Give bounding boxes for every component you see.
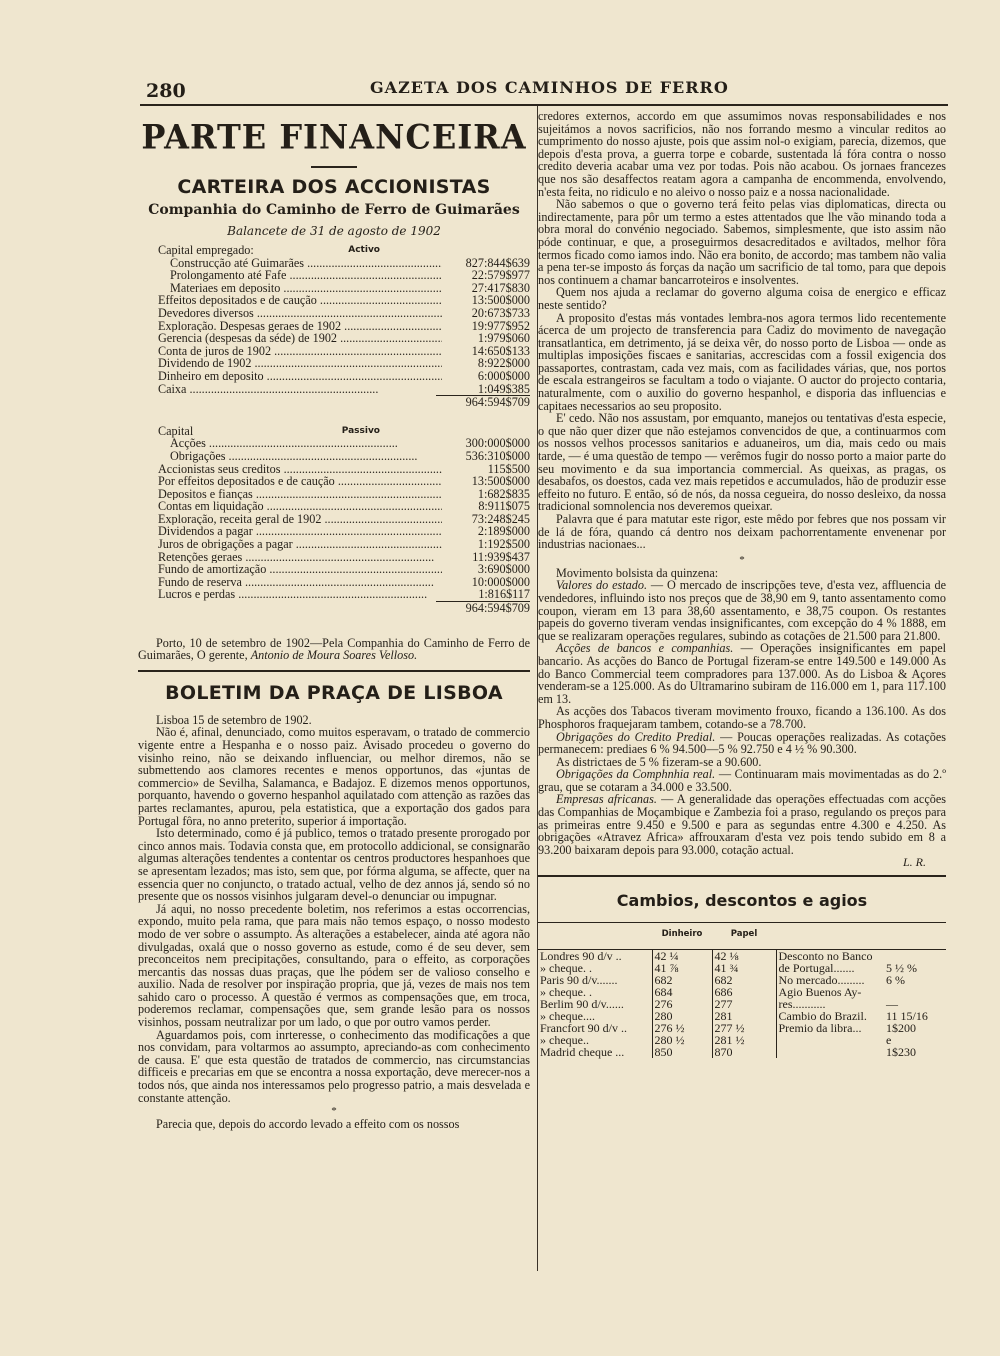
cambio-papel: 277 ½ bbox=[712, 1022, 776, 1034]
passivo-label: Por effeitos depositados e de caução ..... bbox=[158, 475, 442, 488]
right-paragraph: Quem nos ajuda a reclamar do governo alguma coisa de energico e efficaz neste sentido? bbox=[538, 285, 946, 312]
activo-label: Caixa ..... bbox=[158, 383, 442, 396]
cambio-label: Francfort 90 d/v .. bbox=[540, 1021, 627, 1036]
cambio-label: » cheque.... bbox=[540, 1009, 595, 1024]
passivo-row bbox=[138, 551, 530, 564]
activo-label: Devedores diversos ..... bbox=[158, 307, 442, 320]
cambio-papel: 281 ½ bbox=[712, 1034, 776, 1046]
bolsa-paragraph-text: — Poucas operações realizadas. As cotações permanecem: prediaes 6 % 94.500—5 % 92.750 e 4 ½ % 90.300. bbox=[538, 729, 946, 757]
cambios-row bbox=[538, 998, 946, 1010]
boletim-paragraph: Não é, afinal, denunciado, como muitos esperavam, o tratado de commercio vigente entre a Hespanha e o nosso paiz. Avisado procedeu o governo do visinho reino, não se deixando influenciar, ou melhor diremos, não se submettendo aos clamores recentes e menos opportunos, das «juntas de commercio» de Sevilha, Salamanca, e Badajoz. E dizemos menos opportunos, porquanto, havendo o governo hespanhol aquilatado com attenção as razões das partes reclamantes, apurou, pela estatistica, que a exportação dos gados para Portugal fôra, no anno preterito, superior á importação. bbox=[138, 725, 530, 828]
activo-label: Construcção até Guimarães ..... bbox=[170, 257, 442, 270]
desconto-value: e bbox=[886, 1033, 892, 1048]
bolsa-paragraph-text: As acções dos Tabacos tiveram movimento frouxo, ficando a 136.100. As dos Phosphoros fraquejaram tambem, cotando-se a 78.700. bbox=[538, 704, 946, 731]
activo-row bbox=[138, 383, 530, 396]
left-column bbox=[138, 110, 530, 1131]
desconto-label bbox=[776, 1046, 884, 1058]
passivo-value: 115$500 bbox=[487, 461, 530, 476]
right-column bbox=[538, 110, 946, 1058]
passivo-row bbox=[138, 538, 530, 551]
activo-total: 964:594$709 bbox=[436, 395, 530, 409]
activo-value: 22:579$977 bbox=[471, 268, 530, 283]
bolsa-paragraph-heading: Empresas africanas. bbox=[556, 792, 657, 807]
desconto-value: 5 ½ % bbox=[886, 961, 917, 976]
passivo-label: Obrigações ..... bbox=[170, 450, 442, 463]
balance-sheet bbox=[138, 244, 530, 615]
desconto-value: 1$230 bbox=[886, 1045, 916, 1060]
cambio-dinheiro: 276 bbox=[652, 998, 712, 1010]
passivo-label: Juros de obrigações a pagar ..... bbox=[158, 538, 442, 551]
right-paragraph: credores externos, accordo em que assumimos novas responsabilidades e nos sujeitámos a novos sacrificios, não nos forrando mesmo a vincular reditos ao cumprimento do nosso ajuste, pois que assim nol-o exigiam, parecia, dizemos, que depois d'esta prova, a guerra torpe e cobarde, sustentada lá fóra contra o nosso credito deveria acabar uma vez por todas. Pois não acabou. Os jornaes francezes que nos são desaffectos reatam agora a campanha de encommenda, envolvendo, n'esta feita, no ridiculo e no aleivo o nosso paiz e a nossa nacionalidade. bbox=[538, 109, 946, 199]
passivo-label: Fundo de reserva ..... bbox=[158, 576, 442, 589]
passivo-row bbox=[138, 500, 530, 513]
cambios-table bbox=[538, 922, 946, 1058]
desconto-label: No mercado......... bbox=[776, 974, 884, 986]
cambio-label: Berlim 90 d/v...... bbox=[540, 997, 624, 1012]
right-paragraph: Palavra que é para matutar este rigor, este mêdo por febres que nos possam vir de lá de fóra, quando cá dentro nos deixam pachorrentamente envenenar por industrias nacionaes... bbox=[538, 512, 946, 552]
section-divider bbox=[538, 875, 946, 877]
passivo-value: 73:248$245 bbox=[471, 511, 530, 526]
cambio-label: » cheque. . bbox=[540, 985, 592, 1000]
page-number: 280 bbox=[146, 80, 186, 102]
bolsa-paragraph-heading: Acções de bancos e companhias. bbox=[556, 641, 734, 656]
passivo-total: 964:594$709 bbox=[436, 601, 530, 615]
boletim-paragraph: Aguardamos pois, com inrteresse, o conhecimento das modificações a que nos convidam, para voltarmos ao assumpto, apreciando-as com conhecimento de causa. E' que esta questão de tratados de commercio, nas circumstancias difficeis e precarias em que se encontra a nossa exportação, deve merecer-nos a todos nós, que ainda nos interessamos pelo progresso patrio, a mais desvelada e constante attenção. bbox=[138, 1027, 530, 1105]
passivo-value: 13:500$000 bbox=[471, 474, 530, 489]
passivo-label: Passivo bbox=[341, 425, 380, 436]
passivo-label: Exploração, receita geral de 1902 ..... bbox=[158, 513, 442, 526]
passivo-row bbox=[138, 588, 530, 601]
activo-label: Dividendo de 1902 ..... bbox=[158, 357, 442, 370]
cambio-dinheiro: 280 ½ bbox=[652, 1034, 712, 1046]
cambios-header-row bbox=[538, 923, 946, 950]
bolsa-sections bbox=[538, 579, 946, 856]
passivo-label: Fundo de amortização ..... bbox=[158, 563, 442, 576]
cambio-dinheiro: 850 bbox=[652, 1046, 712, 1058]
passivo-value: 11:939$437 bbox=[472, 549, 530, 564]
cambio-label: » cheque. . bbox=[540, 961, 592, 976]
boletim-paragraph: Já aqui, no nosso precedente boletim, nos referimos a estas occorrencias, expondo, muito pela rama, que para mais não temos espaço, o nosso modesto modo de ver sobre o assumpto. As alterações a estabelecer, ainda até agora não divulgadas, oxalá que o nosso governo as estude, como é de seu dever, sem preconceitos nem precipitações, consultando, para o effeito, as corporações mercantis das nossas duas praças, que lhe pódem ser de valioso conselho e auxilio. Nada de resolver por inspiração propria, que já, vezes de mais nos tem sahido caro o processo. A questão é vermos as compensações que, em troca, poderemos reclamar, compensações que, sem grande lesão para os nossos visinhos, possam neutralizar por um lado, o que por outro vamos perder. bbox=[138, 901, 530, 1030]
cambio-papel: 686 bbox=[712, 986, 776, 998]
passivo-value: 300:000$000 bbox=[465, 436, 530, 451]
activo-value: 14:650$133 bbox=[471, 343, 530, 358]
right-paragraph: Não sabemos o que o governo terá feito pelas vias diplomaticas, directa ou indirectamente, para pôr um termo a estes attentados que lhe vão minando toda a obra moral do convénio negociado. Sabemos, simplesmente, que isto assim não póde continuar, e que, a proseguirmos desacreditados e aviltados, melhor fôra termos ficado como iamos indo. Não era bonito, de accordo; mas tambem não valia a pena ter-se imposto ás forças da nação um sacrificio de tal tomo, para que depois nos continuem a chamar bancarroteiros e insolventes. bbox=[538, 197, 946, 287]
passivo-value: 3:690$000 bbox=[477, 562, 530, 577]
capital-empregado-label: Capital empregado: bbox=[158, 243, 254, 257]
passivo-value: 1:816$117 bbox=[478, 587, 530, 602]
desconto-value: 1$200 bbox=[886, 1021, 916, 1036]
activo-label: Prolongamento até Fafe ..... bbox=[170, 269, 442, 282]
desconto-label: de Portugal....... bbox=[776, 962, 884, 974]
empty-header bbox=[884, 923, 946, 950]
company-heading: Companhia do Caminho de Ferro de Guimarães bbox=[148, 202, 520, 218]
section-title: PARTE FINANCEIRA bbox=[141, 117, 527, 157]
activo-value: 19:977$952 bbox=[471, 318, 530, 333]
boletim-heading: BOLETIM DA PRAÇA DE LISBOA bbox=[165, 681, 503, 704]
cambios-row bbox=[538, 950, 946, 963]
activo-header bbox=[138, 244, 530, 257]
passivo-value: 1:192$500 bbox=[477, 537, 530, 552]
passivo-row bbox=[138, 450, 530, 463]
bolsa-paragraph-text: — O mercado de inscripções teve, d'esta vez, affluencia de vendedores, influindo isto nos preços que de 38,90 em 9, tanto assentamento como coupon, vieram em 13 para 38,60 assentamento, e 38,75 coupon. Os restantes papeis do governo tiveram vendas insignificantes, com excepção do 4 % 1888, em que se realizaram operações regulares, subindo as cotações de 21.500 para 21.800. bbox=[538, 578, 946, 643]
bolsa-paragraph-text: — A generalidade das operações effectuadas com acções das Companhias de Moçambique e Zambezia foi a praso, regulando os preços para as primeiras entre 9.450 e 9.500 e para as segundas entre 4.300 e 4.250. As obrigações «Atravez Africa» affrouxaram d'esta vez pois tendo subido em 8 a 93.200 baixaram depois para 93.000, cotação actual. bbox=[538, 792, 946, 857]
bolsa-paragraph bbox=[538, 705, 946, 730]
movimento-heading: Movimento bolsista da quinzena: bbox=[556, 565, 719, 580]
activo-row bbox=[138, 320, 530, 333]
activo-row bbox=[138, 345, 530, 358]
bolsa-paragraph bbox=[538, 642, 946, 705]
porto-signature: Antonio de Moura Soares Velloso. bbox=[250, 648, 418, 663]
passivo-row bbox=[138, 576, 530, 589]
bolsa-paragraph bbox=[538, 579, 946, 642]
cambio-label: Madrid cheque ... bbox=[540, 1045, 625, 1060]
activo-label: Effeitos depositados e de caução ..... bbox=[158, 294, 442, 307]
right-text bbox=[538, 110, 946, 869]
cambio-dinheiro: 41 ⅞ bbox=[652, 962, 712, 974]
cambio-dinheiro: 280 bbox=[652, 1010, 712, 1022]
bolsa-paragraph-heading: Obrigações do Credito Predial. bbox=[556, 729, 716, 744]
activo-row bbox=[138, 357, 530, 370]
desconto-label: res........... bbox=[776, 998, 884, 1010]
passivo-label: Retenções geraes ..... bbox=[158, 551, 442, 564]
activo-label: Gerencia (despesas da séde) de 1902 ..... bbox=[158, 332, 442, 345]
desconto-label: Agio Buenos Ay- bbox=[776, 986, 884, 998]
activo-row bbox=[138, 370, 530, 383]
activo-row bbox=[138, 332, 530, 345]
activo-rows bbox=[138, 257, 530, 396]
boletim-text bbox=[138, 714, 530, 1131]
right-paragraph: E' cedo. Não nos assustam, por emquanto, manejos ou tentativas d'esta especie, o que não quer dizer que não estejamos convencidos de que, a continuarmos com os nossos velhos processos sanitarios e aduaneiros, um dia, mais cedo ou mais tarde, — é uma questão de tempo — verêmos fugir do nosso porto a maior parte do seu movimento e da sua importancia commercial. As queixas, as pragas, os desabafos, os doestos, cada vez mais repetidos e accumulados, hão de produzir esse effeito no futuro. E então, só de nós, da nossa cegueira, do nosso desleixo, da nossa tradicional somnolencia nos deveremos queixar. bbox=[538, 411, 946, 514]
cambio-papel: 870 bbox=[712, 1046, 776, 1058]
bolsa-paragraph-text: — Continuaram mais movimentadas as do 2.º grau, que se cotaram a 34.000 e 33.500. bbox=[538, 767, 946, 794]
cambio-papel: 277 bbox=[712, 998, 776, 1010]
cambio-papel: 41 ¾ bbox=[712, 962, 776, 974]
passivo-label: Acções ..... bbox=[170, 437, 442, 450]
dinheiro-header: Dinheiro bbox=[652, 923, 712, 950]
cambios-row bbox=[538, 974, 946, 986]
activo-label: Materiaes em deposito ..... bbox=[170, 282, 442, 295]
passivo-label: Lucros e perdas ..... bbox=[158, 588, 442, 601]
activo-value: 827:844$639 bbox=[465, 255, 530, 270]
boletim-paragraph: Isto determinado, como é já publico, temos o tratado presente prorogado por cinco annos mais. Todavia consta que, em protocollo addicional, se consignarão algumas alterações tendentes a contentar os centros productores hespanhoes que se apresentam lezados; mas isto, sem que, por fórma alguma, se affecte, quer na essencia quer no conjuncto, o tratado actual, velho de dez annos já, sendo só no presente que os nossos visinhos julgaram devel-o denunciar ou impugnar. bbox=[138, 826, 530, 904]
header-rule bbox=[140, 104, 948, 106]
passivo-label: Accionistas seus creditos ..... bbox=[158, 463, 442, 476]
cambio-dinheiro: 42 ¼ bbox=[652, 950, 712, 963]
passivo-row bbox=[138, 525, 530, 538]
cambio-papel: 281 bbox=[712, 1010, 776, 1022]
passivo-label: Depositos e fianças ..... bbox=[158, 488, 442, 501]
balancete-heading: Balancete de 31 de agosto de 1902 bbox=[227, 224, 441, 238]
cambio-label: » cheque.. bbox=[540, 1033, 589, 1048]
activo-value: 20:673$733 bbox=[471, 305, 530, 320]
desconto-value: — bbox=[886, 997, 898, 1012]
porto-note bbox=[138, 637, 530, 662]
cambio-label: Londres 90 d/v .. bbox=[540, 949, 622, 964]
bolsa-paragraph bbox=[538, 768, 946, 793]
cambio-papel: 682 bbox=[712, 974, 776, 986]
cambios-body bbox=[538, 950, 946, 1059]
activo-value: 6:000$000 bbox=[477, 368, 530, 383]
desconto-label: Premio da libra... bbox=[776, 1022, 884, 1034]
article-signature: L. R. bbox=[902, 855, 926, 870]
passivo-row bbox=[138, 563, 530, 576]
passivo-value: 536:310$000 bbox=[465, 448, 530, 463]
cambios-heading: Cambios, descontos e agios bbox=[616, 891, 868, 911]
title-rule bbox=[311, 166, 357, 168]
passivo-row bbox=[138, 488, 530, 501]
passivo-value: 1:682$835 bbox=[477, 486, 530, 501]
passivo-row bbox=[138, 513, 530, 526]
carteira-heading: CARTEIRA DOS ACCIONISTAS bbox=[177, 176, 491, 198]
boletim-date: Lisboa 15 de setembro de 1902. bbox=[156, 712, 312, 727]
activo-label: Exploração. Despesas geraes de 1902 ..... bbox=[158, 320, 442, 333]
right-paragraph: A proposito d'estas más vontades lembra-nos agora termos lido recentemente ácerca de um projecto de transferencia para Cadiz do movimento de navegação transatlantica, em detrimento, já se deixa vêr, do nosso porto de Lisboa — onde as multiplas imposições fiscaes e sanitarias, accrescidas com a fossil exigencia dos passaportes, contrastam, cada vez mais, com as facilidades várias, que, nos portos de escala estrangeiros se facultam a todo o viajante. O auctor do projecto contaria, naturalmente, com o auxilio do governo hespanhol, e disporia das influencias e capitaes necessarios ao seu proposito. bbox=[538, 310, 946, 413]
papel-header: Papel bbox=[712, 923, 776, 950]
passivo-label: Dividendos a pagar ..... bbox=[158, 525, 442, 538]
boletim-last-paragraph: Parecia que, depois do accordo levado a effeito com os nossos bbox=[156, 1117, 460, 1132]
passivo-value: 10:000$000 bbox=[471, 574, 530, 589]
activo-total-row bbox=[138, 395, 530, 409]
star-separator: * bbox=[739, 553, 745, 566]
activo-label: Activo bbox=[348, 245, 380, 255]
desconto-label: Desconto no Banco bbox=[776, 950, 884, 963]
star-separator: * bbox=[331, 1105, 337, 1118]
bolsa-paragraph bbox=[538, 793, 946, 856]
desconto-value: 6 % bbox=[886, 973, 905, 988]
bolsa-paragraph-text: As districtaes de 5 % fizeram-se a 90.600. bbox=[556, 754, 762, 769]
bolsa-paragraph-heading: Valores do estado. bbox=[556, 578, 647, 593]
cambio-papel: 42 ⅛ bbox=[712, 950, 776, 963]
publication-title: GAZETA DOS CAMINHOS DE FERRO bbox=[370, 78, 729, 97]
activo-row bbox=[138, 307, 530, 320]
passivo-label: Contas em liquidação ..... bbox=[158, 500, 442, 513]
cambio-dinheiro: 684 bbox=[652, 986, 712, 998]
desconto-value: 11 15/16 bbox=[886, 1009, 928, 1024]
activo-value: 13:500$000 bbox=[471, 293, 530, 308]
desconto-label: Cambio do Brazil. bbox=[776, 1010, 884, 1022]
bolsa-paragraph-text: — Operações insignificantes em papel bancario. As acções do Banco de Portugal fizeram-se entre 149.500 e 149.000 As do Banco Commercial teem compradores para 137.000. As do Lisboa & Açores venderam-se a 125.000. As do Ultramarino subiram de 116.000 em 1, para 117.100 em 13. bbox=[538, 641, 946, 706]
activo-value: 27:417$830 bbox=[471, 280, 530, 295]
bolsa-paragraph-heading: Obrigações da Comphnhia real. bbox=[556, 767, 716, 782]
activo-row bbox=[138, 269, 530, 282]
cambios-row bbox=[538, 1046, 946, 1058]
passivo-total-row bbox=[138, 601, 530, 615]
activo-label: Conta de juros de 1902 ..... bbox=[158, 345, 442, 358]
section-divider bbox=[138, 670, 530, 672]
bolsa-paragraph bbox=[538, 731, 946, 756]
capital-label: Capital bbox=[158, 423, 194, 438]
cambio-dinheiro: 682 bbox=[652, 974, 712, 986]
passivo-rows bbox=[138, 437, 530, 601]
empty-header bbox=[538, 923, 652, 950]
porto-text: Porto, 10 de setembro de 1902—Pela Companhia do Caminho de Ferro de Guimarães, O gerente, bbox=[138, 635, 530, 663]
desconto-label bbox=[776, 1034, 884, 1046]
activo-value: 1:979$060 bbox=[477, 331, 530, 346]
cambio-label: Paris 90 d/v....... bbox=[540, 973, 618, 988]
passivo-value: 2:189$000 bbox=[477, 524, 530, 539]
empty-header bbox=[776, 923, 884, 950]
passivo-value: 8:911$075 bbox=[478, 499, 530, 514]
cambio-dinheiro: 276 ½ bbox=[652, 1022, 712, 1034]
activo-label: Dinheiro em deposito ..... bbox=[158, 370, 442, 383]
activo-value: 1:049$385 bbox=[477, 381, 530, 396]
activo-value: 8:922$000 bbox=[477, 356, 530, 371]
passivo-row bbox=[138, 475, 530, 488]
